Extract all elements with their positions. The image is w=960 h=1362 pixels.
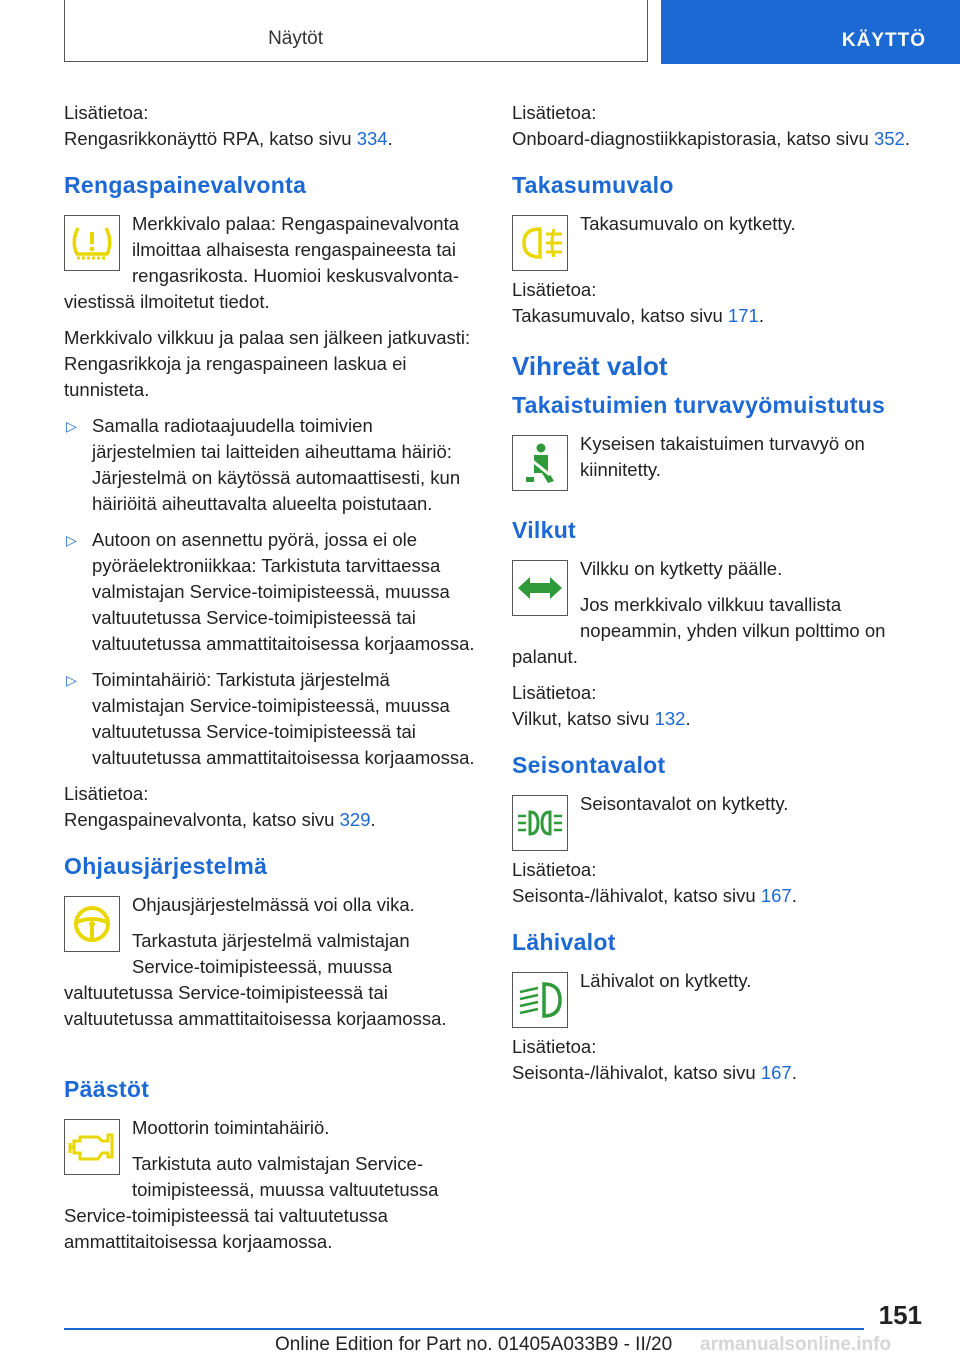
edition-note: Online Edition for Part no. 01405A033B9 - II/20	[275, 1334, 673, 1355]
page-link[interactable]: 167	[760, 1062, 792, 1083]
low-beam-icon	[512, 972, 568, 1028]
check-engine-icon	[64, 1119, 120, 1175]
tire-text-2: Merkkivalo vilkkuu ja palaa sen jälkeen jatkuvasti: Rengasrikkoja ja rengaspaineen laskua ei tunnisteta.	[64, 327, 471, 400]
list-item: ▷ Samalla radiotaajuudella toimivien järjestelmien tai laitteiden aiheuttama häiriö: Järjestelmä on käytössä automaattisesti, kun häiriöitä aiheuttavalta alueelta poistutaan.	[66, 415, 461, 514]
info-reference: Vilkut, katso sivu 132.	[512, 708, 691, 729]
seatbelt-text-1: Kyseisen takaistuimen turvavyö on kiinnitetty.	[580, 433, 865, 480]
info-reference: Onboard-diagnostiikkapistorasia, katso sivu 352.	[512, 128, 910, 149]
page-link[interactable]: 171	[727, 305, 759, 326]
page-link[interactable]: 352	[873, 128, 905, 149]
heading-seatbelt: Takaistuimien turvavyömuistutus	[512, 392, 886, 418]
info-label: Lisätietoa:	[512, 859, 597, 880]
header-left-frame	[64, 0, 648, 62]
heading-green-lights: Vihreät valot	[512, 351, 668, 381]
info-reference: Rengaspainevalvonta, katso sivu 329.	[64, 809, 376, 830]
tire-bullets	[64, 413, 480, 771]
triangle-bullet-icon: ▷	[66, 532, 77, 548]
info-label: Lisätietoa:	[512, 1036, 597, 1057]
indicators-text-1: Vilkku on kytketty päälle.	[580, 558, 783, 579]
triangle-bullet-icon: ▷	[66, 418, 77, 434]
page-link[interactable]: 132	[654, 708, 686, 729]
page-number: 151	[878, 1300, 922, 1330]
info-reference: Seisonta-/lähivalot, katso sivu 167.	[512, 885, 797, 906]
header-chapter-tab	[661, 0, 960, 64]
left-column	[64, 100, 480, 1265]
rear-fog-light-icon	[512, 215, 568, 271]
watermark: armanualsonline.info	[700, 1334, 892, 1355]
emissions-text-1: Moottorin toimintahäiriö.	[132, 1117, 330, 1138]
info-reference: Rengasrikkonäyttö RPA, katso sivu 334.	[64, 128, 393, 149]
seatbelt-icon	[512, 435, 568, 491]
rear-fog-text-1: Takasumuvalo on kytketty.	[580, 213, 796, 234]
footer-divider	[64, 1328, 864, 1330]
header-section-title: Näytöt	[268, 28, 323, 49]
parking-lights-icon	[512, 795, 568, 851]
steering-icon	[64, 896, 120, 952]
page-link[interactable]: 334	[356, 128, 388, 149]
info-label: Lisätietoa:	[512, 102, 597, 123]
heading-low-beam: Lähivalot	[512, 929, 616, 955]
indicators-text-2: Jos merkkivalo vilkkuu tavallista nopeammin, yhden vilkun polttimo on palanut.	[512, 594, 886, 667]
heading-parking-lights: Seisontavalot	[512, 752, 666, 778]
heading-tire-pressure: Rengaspainevalvonta	[64, 172, 307, 198]
info-reference: Seisonta-/lähivalot, katso sivu 167.	[512, 1062, 797, 1083]
list-item: ▷ Autoon on asennettu pyörä, jossa ei ole pyöräelektroniikkaa: Tarkistuta tarvittaessa valmistajan Service-toimipisteessä, muussa valtuutetussa Service-toimipisteessä tai valtuutetussa ammattitaitoisessa korjaamossa.	[66, 529, 475, 654]
info-label: Lisätietoa:	[512, 682, 597, 703]
parking-text-1: Seisontavalot on kytketty.	[580, 793, 789, 814]
page-link[interactable]: 167	[760, 885, 792, 906]
low-beam-text-1: Lähivalot on kytketty.	[580, 970, 752, 991]
tire-pressure-icon	[64, 215, 120, 271]
steering-text-1: Ohjausjärjestelmässä voi olla vika.	[132, 894, 415, 915]
triangle-bullet-icon: ▷	[66, 672, 77, 688]
info-reference: Takasumuvalo, katso sivu 171.	[512, 305, 764, 326]
info-label: Lisätietoa:	[512, 279, 597, 300]
turn-signal-icon	[512, 560, 568, 616]
heading-indicators: Vilkut	[512, 517, 577, 543]
list-item: ▷ Toimintahäiriö: Tarkistuta järjestelmä valmistajan Service-toimipisteessä, muussa valtuutetussa Service-toimipisteessä tai valtuutetussa ammattitaitoisessa korjaamossa.	[66, 669, 475, 768]
info-label: Lisätietoa:	[64, 783, 149, 804]
steering-text-2: Tarkastuta järjestelmä valmistajan Service-toimipisteessä, muussa valtuutetussa Service-toimipisteessä tai valtuutetussa ammattitaitoisessa korjaamossa.	[64, 930, 447, 1029]
header-chapter-title: KÄYTTÖ	[841, 30, 926, 51]
page-link[interactable]: 329	[339, 809, 371, 830]
info-label: Lisätietoa:	[64, 102, 149, 123]
heading-emissions: Päästöt	[64, 1076, 150, 1102]
heading-rear-fog: Takasumuvalo	[512, 172, 674, 198]
heading-steering: Ohjausjärjestelmä	[64, 853, 268, 879]
emissions-text-2: Tarkistuta auto valmistajan Service-toimipisteessä, muussa valtuutetussa Service-toimipisteessä tai valtuutetussa ammattitaitoisessa korjaamossa.	[64, 1153, 439, 1252]
tire-text-1: Merkkivalo palaa: Rengaspainevalvonta ilmoittaa alhaisesta rengaspaineesta tai rengasrikosta. Huomioi keskusvalvonta-viestissä ilmoitetut tiedot.	[64, 213, 460, 312]
right-column	[512, 100, 928, 1096]
